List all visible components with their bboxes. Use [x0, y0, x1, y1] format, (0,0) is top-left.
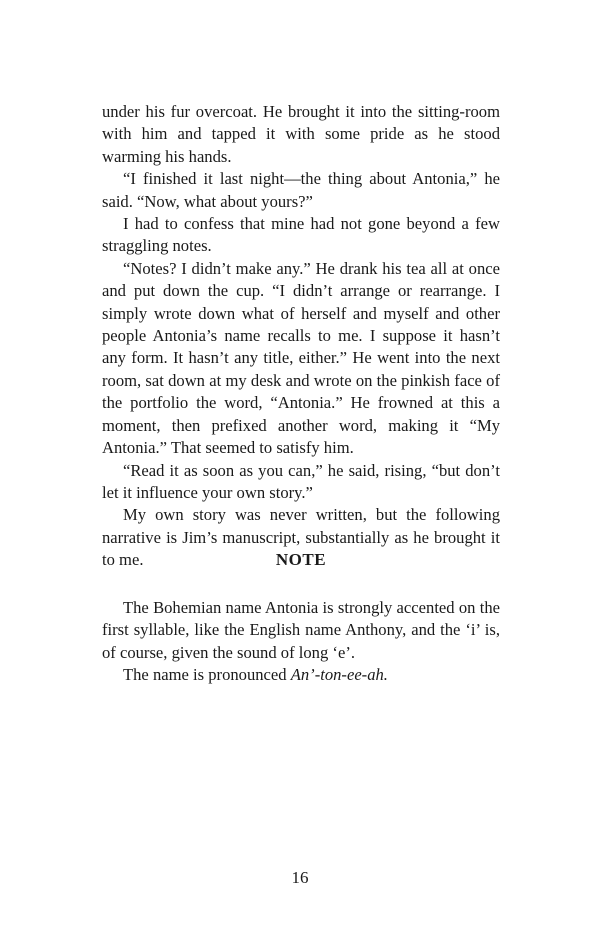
note-paragraph-pronunciation	[102, 664, 500, 686]
pronunciation-intro: The name is pronounced	[123, 665, 291, 685]
paragraph: “Notes? I didn’t make any.” He drank his tea all at once and put down the cup. “I didn’t arrange or rearrange. I simply wrote down what of herself and myself and other people Antonia’s name recalls to me. I suppose it hasn’t any form. It hasn’t any title, either.” He went into the next room, sat down at my desk and wrote on the pinkish face of the portfolio the word, “Antonia.” He frowned at this a moment, then prefixed another word, making it “My Antonia.” That seemed to satisfy him.	[102, 258, 500, 458]
note-paragraph: The Bohemian name Antonia is strongly accented on the first syllable, like the English name Anthony, and the ‘i’ is, of course, given the sound of long ‘e’.	[102, 598, 500, 662]
paragraph: “I finished it last night—the thing about Antonia,” he said. “Now, what about yours?”	[102, 169, 500, 211]
paragraph-continuation: under his fur overcoat. He brought it into the sitting-room with him and tapped it with some pride as he stood warming his hands.	[102, 102, 500, 166]
paragraph: “Read it as soon as you can,” he said, rising, “but don’t let it influence your own story.”	[102, 460, 500, 502]
note-text	[102, 597, 500, 687]
note-heading: NOTE	[275, 550, 327, 569]
page-number: 16	[291, 868, 309, 887]
paragraph: My own story was never written, but the following narrative is Jim’s manuscript, substantially as he brought it to me.	[102, 505, 500, 570]
body-text	[102, 101, 500, 572]
pronunciation: An’-ton-ee-ah.	[290, 665, 388, 685]
paragraph: I had to confess that mine had not gone beyond a few straggling notes.	[102, 214, 500, 256]
